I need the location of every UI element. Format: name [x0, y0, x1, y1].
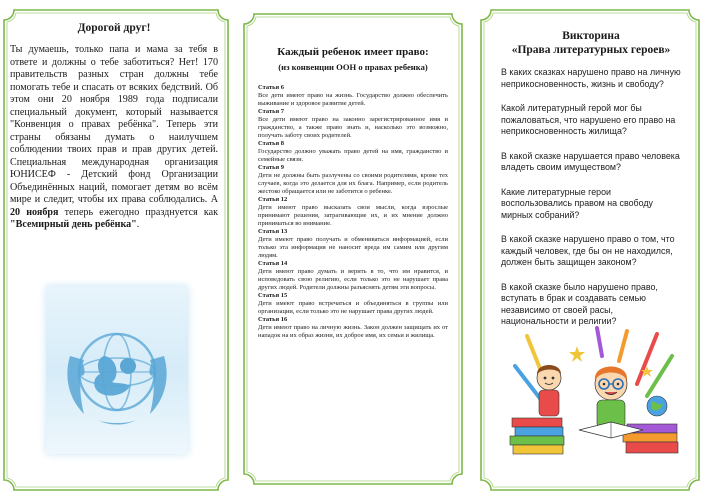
- panel-rights: [240, 8, 466, 492]
- article-text: Дети имеют право на личную жизнь. Закон должен защищать их от нападок на их образ жизни, их доброе имя, их семьи и жилища.: [258, 324, 448, 339]
- article-item: [258, 260, 448, 292]
- rights-subtitle: (из конвенции ООН о правах ребенка): [278, 62, 428, 72]
- article-text: Дети имеют право получать и обмениваться информацией, если только эта информация не наносит вреда им самим или другим людям.: [258, 236, 448, 259]
- article-item: [258, 164, 448, 196]
- article-heading: Статья 12: [258, 196, 288, 203]
- quiz-question: Какой литературный герой мог бы пожаловаться, что нарушено его право на неприкосновенность жилища?: [501, 103, 676, 136]
- quiz-title-line2: «Права литературных героев»: [511, 43, 671, 56]
- article-text: Все дети имеют право на законно зарегистрированное имя и гражданство, а также право знать и, насколько это возможно, получать заботу своих родителей.: [258, 116, 448, 139]
- greeting-text: Ты думаешь, только папа и мама за тебя в ответе и должны о тебе заботиться? Нет! 170 правительств разных стран должны тебе помогать тебе и спасать от всяких бедствий. Об этом они 20 ноября 1989 года подписали специальный документ, который называется "Конвенция о правах ребёнка". Теперь эти страны обязаны думать о наилучшем соблюдении твоих прав и прав других детей. Специальная международная организация ЮНИСЕФ - Детский фонд Организации Объединённых наций, помогает детям во всём мире и следит, чтобы их права соблюдались. А 20 ноября теперь ежегодно празднуется как "Всемирный день ребёнка".: [10, 44, 218, 230]
- unicef-logo-icon: [46, 286, 188, 454]
- panel-quiz: [477, 8, 704, 492]
- quiz-title-line1: Викторина: [562, 30, 620, 42]
- article-item: [258, 108, 448, 140]
- article-item: [258, 292, 448, 316]
- article-heading: Статья 15: [258, 292, 288, 299]
- article-item: [258, 316, 448, 340]
- quiz-question: В какой сказке нарушено право о том, что каждый человек, где бы он не находился, должен быть защищен законом?: [501, 234, 675, 267]
- children-books-illustration: [507, 326, 682, 456]
- quiz-title: [501, 30, 681, 57]
- quiz-question: В какой сказке нарушается право человека владеть своим имуществом?: [501, 150, 680, 172]
- quiz-question: В какой сказке было нарушено право, вступать в брак и создавать семью независимо от своей расы, национальности и религии?: [501, 281, 658, 326]
- article-text: Дети имеют право встречаться и объединяться в группы или организации, если только это не нарушает права других людей.: [258, 300, 448, 315]
- article-text: Все дети имеют право на жизнь. Государство должно обеспечить выживание и здоровое развитие детей.: [258, 92, 448, 107]
- article-item: [258, 84, 448, 108]
- rights-title: Каждый ребенок имеет право:: [277, 46, 429, 58]
- article-heading: Статья 13: [258, 228, 288, 235]
- article-text: Дети имеют право думать и верить в то, что им нравится, и исповедовать свою религию, если только это не нарушает права других людей. Родители должны разъяснять детям эти вопросы.: [258, 268, 448, 291]
- greeting-title: Дорогой друг!: [77, 22, 151, 34]
- panel-greeting: [2, 8, 230, 492]
- article-heading: Статья 7: [258, 108, 284, 115]
- article-item: [258, 196, 448, 228]
- unicef-logo-image: [46, 286, 188, 454]
- article-item: [258, 140, 448, 164]
- article-text: Государство должно уважать право детей на имя, гражданство и семейные связи.: [258, 148, 448, 163]
- quiz-questions: [501, 67, 681, 328]
- article-heading: Статья 8: [258, 140, 284, 147]
- quiz-question: В каких сказках нарушено право на личную неприкосновенность, жизнь и свободу?: [501, 67, 681, 89]
- articles-list: [258, 84, 448, 340]
- article-text: Дети не должны быть разлучены со своими родителями, кроме тех случаев, когда это делается для их блага. Например, если родитель жестоко обращается или не заботится о ребенке.: [258, 172, 448, 195]
- article-heading: Статья 6: [258, 84, 284, 91]
- article-heading: Статья 9: [258, 164, 284, 171]
- children-books-icon: [507, 326, 682, 456]
- quiz-question: Какие литературные герои воспользовались правом на свободу мирных собраний?: [501, 186, 653, 220]
- article-heading: Статья 16: [258, 316, 288, 323]
- article-item: [258, 228, 448, 260]
- article-text: Дети имеют право высказать свои мысли, когда взрослые принимают решения, затрагивающие их, и их мнение должно приниматься во внимание.: [258, 204, 448, 227]
- article-heading: Статья 14: [258, 260, 288, 267]
